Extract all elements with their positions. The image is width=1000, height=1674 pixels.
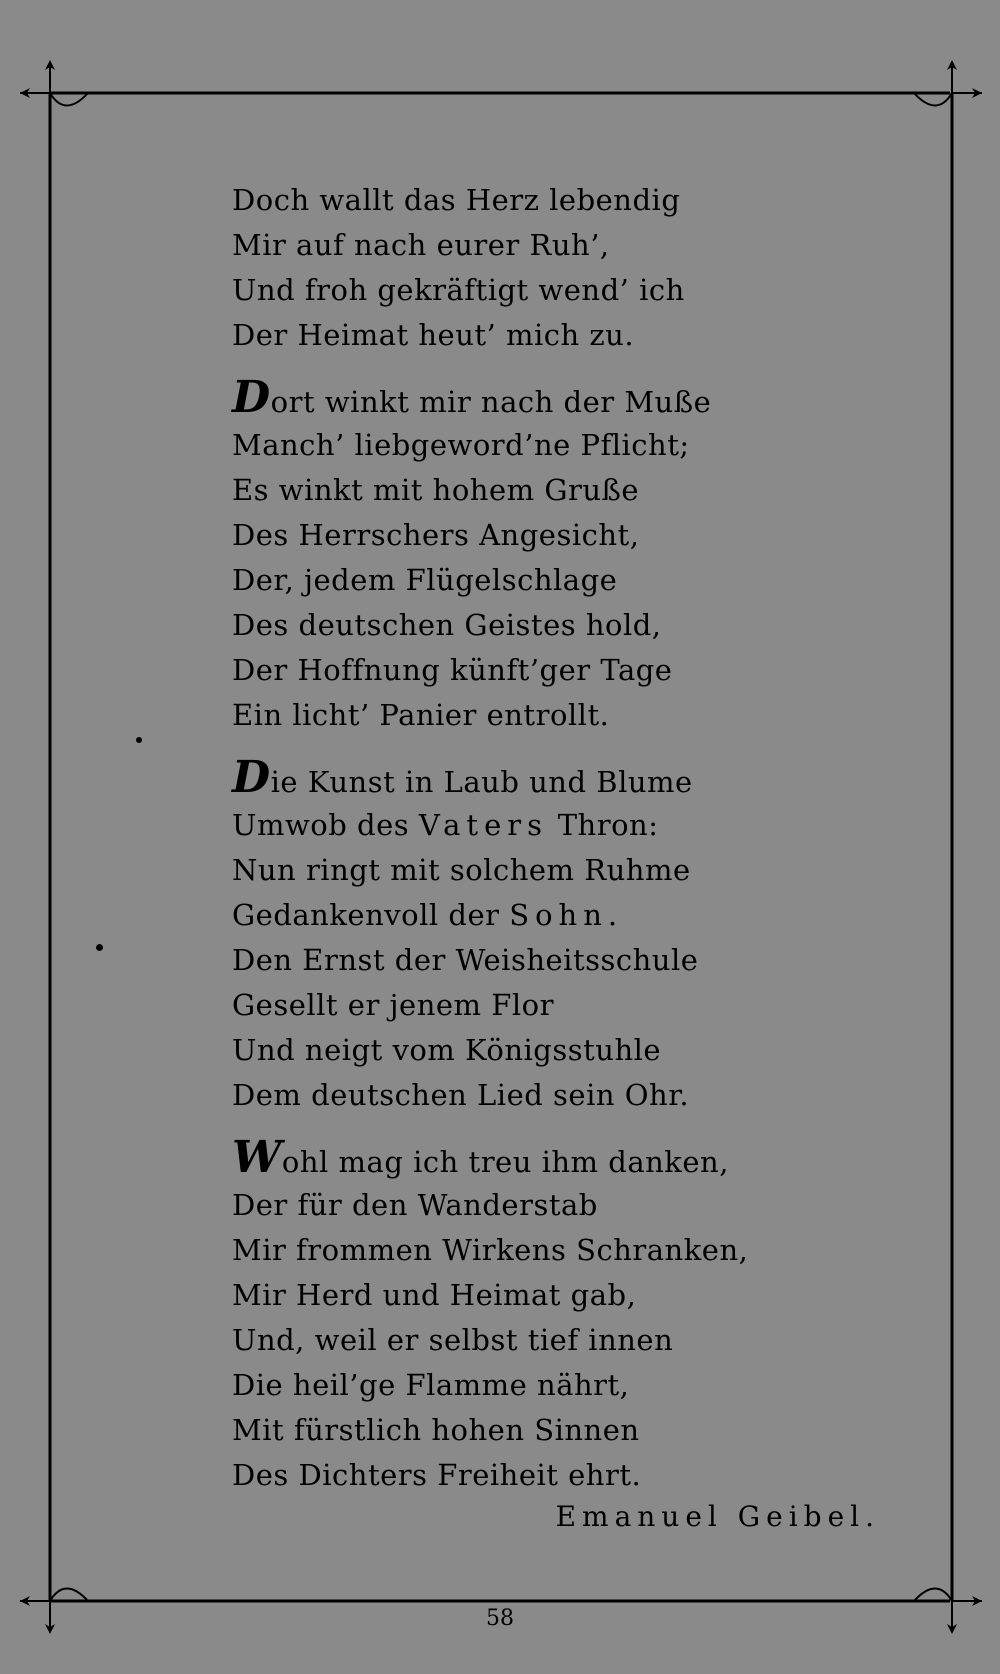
poem-line: [232, 803, 932, 848]
poem-line: Nun ringt mit solchem Ruhme: [232, 853, 691, 887]
stanza-3: [232, 752, 932, 1118]
poem-line: Manch’ liebgeword’ne Pflicht;: [232, 428, 690, 462]
poem-line: Es winkt mit hohem Gruße: [232, 473, 640, 507]
poem-line: Der Heimat heut’ mich zu.: [232, 318, 635, 352]
poem-line: [232, 1132, 932, 1183]
poem-line: [232, 752, 932, 803]
drop-initial: D: [232, 752, 271, 803]
poem-line: Und neigt vom Königsstuhle: [232, 1033, 662, 1067]
page-number: 58: [486, 1606, 514, 1631]
stanza-2: [232, 372, 932, 738]
poem-line: Doch wallt das Herz lebendig: [232, 183, 681, 217]
line-text: Thron:: [547, 808, 659, 842]
line-text: ohl mag ich treu ihm danken,: [281, 1145, 729, 1179]
poem: [232, 178, 932, 1498]
stanza-1: [232, 178, 932, 358]
poem-line: Mit fürstlich hohen Sinnen: [232, 1413, 640, 1447]
stanza-4: [232, 1132, 932, 1498]
poem-line: Die heil’ge Flamme nährt,: [232, 1368, 630, 1402]
spaced-emphasis: Sohn: [509, 898, 608, 932]
poem-line: Dem deutschen Lied sein Ohr.: [232, 1078, 690, 1112]
line-text: Umwob des: [232, 808, 419, 842]
poem-line: Den Ernst der Weisheitsschule: [232, 943, 699, 977]
poem-line: Mir Herd und Heimat gab,: [232, 1278, 637, 1312]
poem-line: Mir auf nach eurer Ruh’,: [232, 228, 610, 262]
poem-line: [232, 372, 932, 423]
line-text: ort winkt mir nach der Muße: [270, 385, 712, 419]
spaced-emphasis: Vaters: [418, 808, 548, 842]
poem-line: Des Herrschers Angesicht,: [232, 518, 640, 552]
poem-line: Des deutschen Geistes hold,: [232, 608, 662, 642]
poem-line: [232, 893, 932, 938]
line-text: ie Kunst in Laub und Blume: [270, 765, 693, 799]
poem-line: Gesellt er jenem Flor: [232, 988, 554, 1022]
poem-line: Mir frommen Wirkens Schranken,: [232, 1233, 749, 1267]
poem-line: Der, jedem Flügelschlage: [232, 563, 618, 597]
line-text: Gedankenvoll der: [232, 898, 510, 932]
poem-line: Und froh gekräftigt wend’ ich: [232, 273, 685, 307]
drop-initial: W: [232, 1132, 282, 1183]
poem-line: Der Hoffnung künft’ger Tage: [232, 653, 673, 687]
poem-line: Des Dichters Freiheit ehrt.: [232, 1458, 642, 1492]
ink-speck: [136, 737, 142, 743]
author-signature: Emanuel Geibel.: [555, 1500, 880, 1533]
poem-line: Ein licht’ Panier entrollt.: [232, 698, 610, 732]
ink-speck: [96, 944, 103, 951]
line-text: .: [607, 898, 618, 932]
drop-initial: D: [232, 372, 271, 423]
poem-line: Der für den Wanderstab: [232, 1188, 598, 1222]
poem-line: Und, weil er selbst tief innen: [232, 1323, 674, 1357]
